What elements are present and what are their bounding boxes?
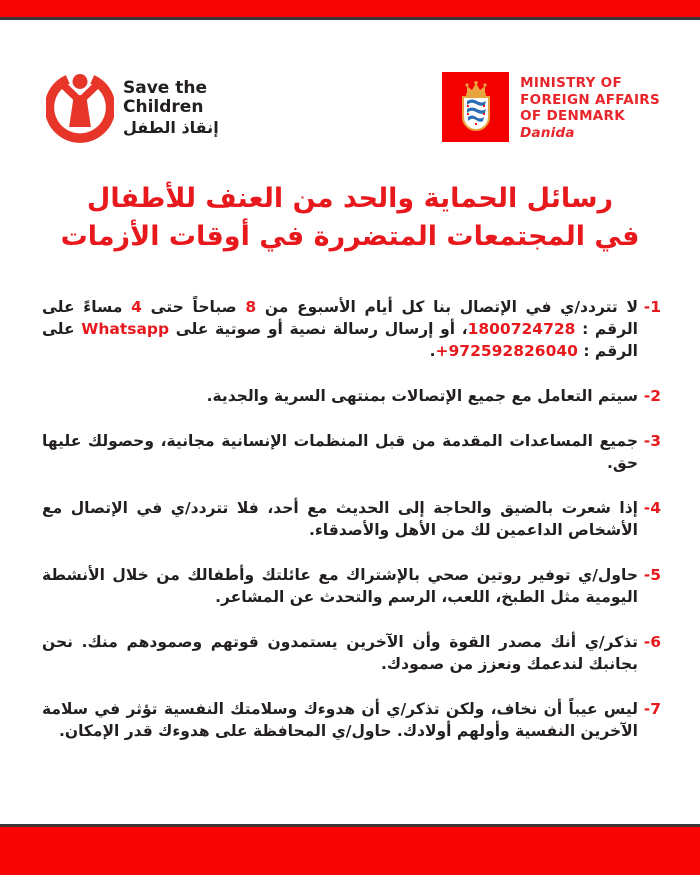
highlighted-text: Whatsapp: [81, 320, 170, 338]
plain-text: ، أو إرسال رسالة نصية أو صوتية على: [169, 320, 468, 338]
message-item: [42, 631, 661, 675]
message-item: [42, 430, 661, 474]
highlighted-text: 8: [245, 298, 257, 316]
danida-wordmark: [520, 72, 660, 141]
ministry-line1: MINISTRY OF: [520, 75, 622, 91]
plain-text: صباحاً حتى: [141, 298, 246, 316]
plain-text: إذا شعرت بالضيق والحاجة إلى الحديث مع أحد، فلا تتردد/ي في الإتصال مع الأشخاص الداعمين لك من الأهل والأصدقاء.: [42, 499, 638, 539]
item-number: 6-: [643, 633, 661, 651]
save-the-children-icon: [46, 72, 114, 144]
plain-text: مساءً على الرقم :: [42, 298, 638, 338]
stc-arabic-name: إنقاذ الطفل: [123, 117, 219, 137]
message-text: [42, 700, 638, 740]
message-item: [42, 296, 661, 362]
plain-text: .: [429, 342, 436, 360]
denmark-coat-of-arms-icon: [442, 72, 509, 142]
item-number: 2-: [643, 387, 661, 405]
highlighted-text: +972592826040: [435, 342, 578, 360]
danida-logo: [442, 72, 660, 142]
message-text: [42, 432, 638, 472]
protection-messages-list: [42, 296, 661, 742]
danida-sub-name: Danida: [520, 124, 575, 141]
message-item: [42, 564, 661, 608]
message-text: [42, 633, 638, 673]
logo-header: [46, 72, 660, 144]
save-the-children-logo: [46, 72, 219, 144]
item-number: 4-: [643, 499, 661, 517]
bottom-red-bar: [0, 824, 700, 875]
message-text: [207, 387, 638, 405]
highlighted-text: 1800724728: [467, 320, 576, 338]
top-red-bar: [0, 0, 700, 20]
plain-text: جميع المساعدات المقدمة من قبل المنظمات الإنسانية مجانية، وحصولك عليها حق.: [42, 432, 638, 472]
plain-text: لا تتردد/ي في الإتصال بنا كل أيام الأسبوع من: [256, 298, 638, 316]
message-item: [42, 497, 661, 541]
stc-line2: Children: [123, 96, 204, 117]
ministry-line3: OF DENMARK: [520, 108, 626, 124]
item-number: 5-: [643, 566, 661, 584]
plain-text: تذكر/ي أنك مصدر القوة وأن الآخرين يستمدون قوتهم وصمودهم منك. نحن بجانبك لندعمك ونعزز من صمودك.: [42, 633, 638, 673]
highlighted-text: 4: [131, 298, 142, 316]
title-line2: في المجتمعات المتضررة في أوقات الأزمات: [60, 221, 640, 252]
ministry-line2: FOREIGN AFFAIRS: [520, 91, 660, 108]
message-text: [42, 298, 638, 360]
page-title: [20, 180, 680, 256]
save-the-children-wordmark: [123, 79, 219, 138]
plain-text: ليس عيباً أن نخاف، ولكن تذكر/ي أن هدوءك وسلامتك النفسية تؤثر في سلامة الآخرين النفسية وأولهم أولادك. حاول/ي المحافظة على هدوءك قدر الإمكان.: [42, 700, 638, 740]
item-number: 3-: [643, 432, 661, 450]
plain-text: سيتم التعامل مع جميع الإتصالات بمنتهى السرية والجدية.: [206, 387, 638, 405]
message-text: [42, 566, 638, 606]
item-number: 7-: [643, 700, 661, 718]
stc-line1: Save the: [123, 77, 208, 98]
item-number: 1-: [643, 298, 661, 316]
title-line1: رسائل الحماية والحد من العنف للأطفال: [86, 183, 614, 214]
message-item: [42, 385, 661, 407]
plain-text: على الرقم :: [42, 320, 638, 360]
message-text: [42, 499, 638, 539]
message-item: [42, 698, 661, 742]
plain-text: حاول/ي توفير روتين صحي بالإشتراك مع عائلتك وأطفالك من خلال الأنشطة اليومية مثل الطبخ، اللعب، الرسم والتحدث عن المشاعر.: [42, 566, 638, 606]
